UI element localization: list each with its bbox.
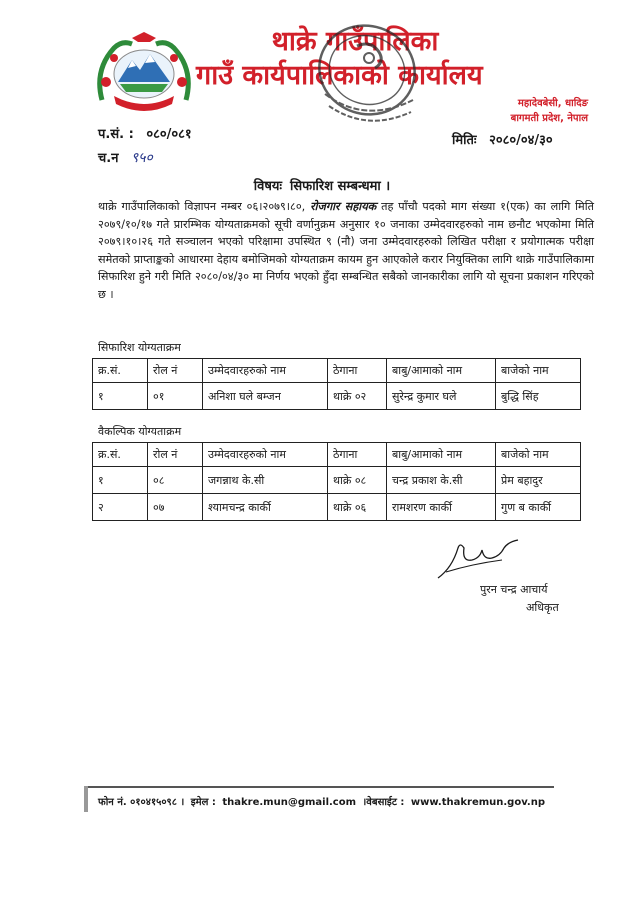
- cell: अनिशा घले बम्जन: [203, 383, 328, 410]
- chn-label: च.न: [98, 151, 119, 166]
- cell: चन्द्र प्रकाश के.सी: [387, 467, 496, 494]
- col-header: क्र.सं.: [93, 443, 148, 467]
- cell: थाक्रे ०२: [328, 383, 387, 410]
- subject-label: विषयः: [253, 179, 283, 194]
- col-header: रोल नं: [148, 443, 203, 467]
- footer-phone: फोन नं. ०१०४१५०९८ ।: [98, 797, 185, 808]
- notice-body: [98, 198, 594, 303]
- ps-label: प.सं. :: [98, 127, 134, 142]
- signatory-name: पुरन चन्द्र आचार्य: [480, 583, 548, 596]
- table-row: [93, 383, 581, 410]
- alternate-table: [92, 442, 581, 521]
- col-header: बाबु/आमाको नाम: [387, 443, 496, 467]
- dispatch-number-row: [98, 148, 153, 167]
- col-header: बाबु/आमाको नाम: [387, 359, 496, 383]
- table-row: [93, 467, 581, 494]
- address-line-2: बागमती प्रदेश, नेपाल: [510, 113, 588, 124]
- cell: थाक्रे ०८: [328, 467, 387, 494]
- office-seal-stamp: [305, 20, 435, 130]
- col-header: उम्मेदवारहरुको नाम: [203, 443, 328, 467]
- cell: १: [93, 383, 148, 410]
- col-header: रोल नं: [148, 359, 203, 383]
- cell: थाक्रे ०६: [328, 494, 387, 521]
- cell: २: [93, 494, 148, 521]
- municipality-name: थाक्रे गाउँपालिका: [271, 26, 439, 57]
- recommended-label: सिफारिश योग्यताक्रम: [98, 341, 181, 354]
- body-emphasis: रोजगार सहायक: [310, 200, 377, 213]
- cell: ०७: [148, 494, 203, 521]
- footer-divider: [84, 786, 554, 788]
- col-header: उम्मेदवारहरुको नाम: [203, 359, 328, 383]
- signatory-title: अधिकृत: [526, 601, 559, 614]
- table-header-row: [93, 443, 581, 467]
- cell: श्यामचन्द्र कार्की: [203, 494, 328, 521]
- footer-website: www.thakremun.gov.np: [410, 797, 545, 808]
- cell: सुरेन्द्र कुमार घले: [387, 383, 496, 410]
- footer-email-label: इमेल :: [190, 797, 216, 808]
- col-header: ठेगाना: [328, 443, 387, 467]
- chn-value: ९५०: [130, 150, 153, 166]
- handwritten-signature: [432, 538, 522, 582]
- subject-line: [0, 176, 644, 194]
- col-header: ठेगाना: [328, 359, 387, 383]
- office-name: गाउँ कार्यपालिकाको कार्यालय: [196, 60, 483, 91]
- cell: बुद्धि सिंह: [496, 383, 581, 410]
- recommended-table: [92, 358, 581, 410]
- cell: रामशरण कार्की: [387, 494, 496, 521]
- col-header: बाजेको नाम: [496, 359, 581, 383]
- date-row: [452, 130, 553, 148]
- cell: जगन्नाथ के.सी: [203, 467, 328, 494]
- footer-email: thakre.mun@gmail.com: [222, 797, 357, 808]
- reference-number-row: [98, 124, 192, 142]
- table-header-row: [93, 359, 581, 383]
- table-row: [93, 494, 581, 521]
- cell: ०८: [148, 467, 203, 494]
- date-label: मितिः: [452, 133, 477, 148]
- footer-accent: [84, 786, 88, 812]
- ps-value: ०८०/०८१: [146, 127, 192, 142]
- nepal-emblem-icon: [92, 30, 196, 114]
- subject-text: सिफारिश सम्बन्धमा ।: [290, 179, 391, 194]
- body-part-1: थाक्रे गाउँपालिकाको विज्ञापन नम्बर ०६।२०७९।८०,: [98, 200, 306, 213]
- cell: गुण ब कार्की: [496, 494, 581, 521]
- address-line-1: महादेवबेसी, धादिङ: [517, 98, 588, 109]
- cell: प्रेम बहादुर: [496, 467, 581, 494]
- alternate-label: वैकल्पिक योग्यताक्रम: [98, 425, 182, 438]
- office-address: [511, 96, 588, 126]
- col-header: बाजेको नाम: [496, 443, 581, 467]
- body-part-2: तह पाँचौ पदको माग संख्या १(एक) का लागि मिति २०७९/१०/१७ गते प्रारम्भिक योग्यताक्रमको सूची वर्णानुक्रम अनुसार १० जनाका उम्मेदवारहरुको नाम छनौट भएकोमा मिति २०७९।१०।२६ गते सञ्चालन भएको परिक्षामा उपस्थित ९ (नौ) जना उम्मेदवारहरुको लिखित परीक्षा र प्रयोगात्मक परीक्षा समेतको प्राप्ताङ्कको आधारमा देहाय बमोजिमको योग्यताक्रम कायम हुन आएकोले करार नियुक्तिका लागि थाक्रे गाउँपालिकामा सिफारिश हुने गरी मिति २०८०/०४/३० मा निर्णय भएको हुँदा सम्बन्धित सबैको जानकारीका लागि यो सूचना प्रकाशन गरिएको छ ।: [98, 200, 594, 301]
- cell: ०१: [148, 383, 203, 410]
- footer-contact: [98, 794, 548, 808]
- date-value: २०८०/०४/३०: [489, 133, 553, 148]
- col-header: क्र.सं.: [93, 359, 148, 383]
- cell: १: [93, 467, 148, 494]
- footer-website-label: ।वेबसाईट :: [362, 797, 405, 808]
